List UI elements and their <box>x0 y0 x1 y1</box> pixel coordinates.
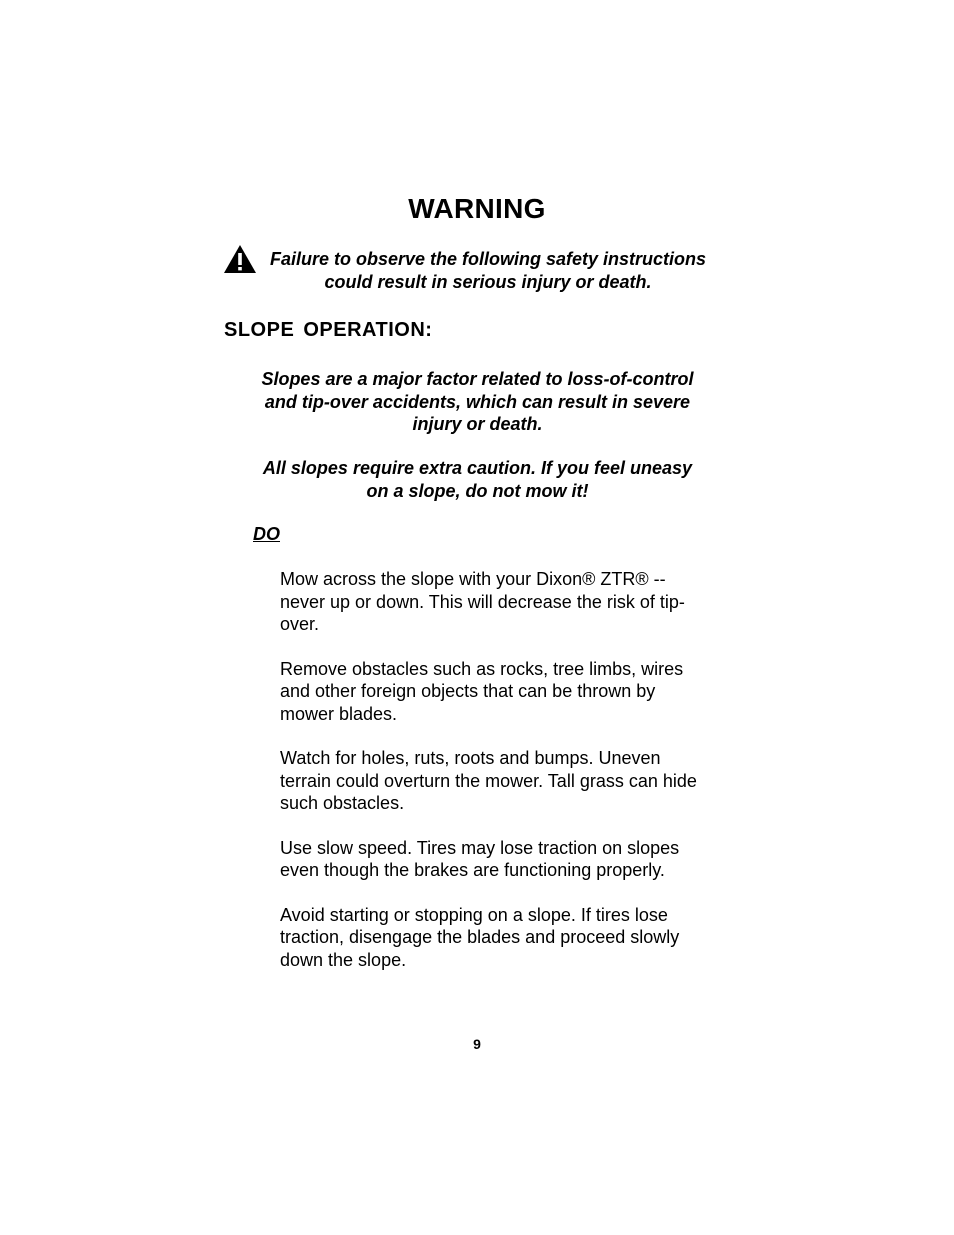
list-item: Remove obstacles such as rocks, tree limbs, wires and other foreign objects that can be thrown by mower blades. <box>280 658 684 724</box>
list-item: Avoid starting or stopping on a slope. If tires lose traction, disengage the blades and proceed slowly down the slope. <box>280 904 680 970</box>
section-heading: SLOPE OPERATION: <box>224 319 433 341</box>
do-label: DO <box>253 524 280 544</box>
page-title: WARNING <box>408 193 546 224</box>
warning-notice <box>223 248 723 294</box>
list-item: Watch for holes, ruts, roots and bumps. Uneven terrain could overturn the mower. Tall grass can hide such obstacles. <box>280 748 697 813</box>
intro-paragraph: All slopes require extra caution. If you feel uneasy on a slope, do not mow it! <box>262 458 693 501</box>
list-item: Use slow speed. Tires may lose traction on slopes even though the brakes are functioning properly. <box>280 837 680 880</box>
list-item: Mow across the slope with your Dixon® ZTR® -- never up or down. This will decrease the risk of tip-over. <box>280 569 685 634</box>
warning-triangle-icon <box>223 244 257 274</box>
intro-paragraph: Slopes are a major factor related to loss-of-control and tip-over accidents, which can result in severe injury or death. <box>261 369 694 434</box>
do-list <box>280 568 700 993</box>
page-number: 9 <box>473 1036 481 1052</box>
warning-text: Failure to observe the following safety instructions could result in serious injury or death. <box>269 249 707 292</box>
